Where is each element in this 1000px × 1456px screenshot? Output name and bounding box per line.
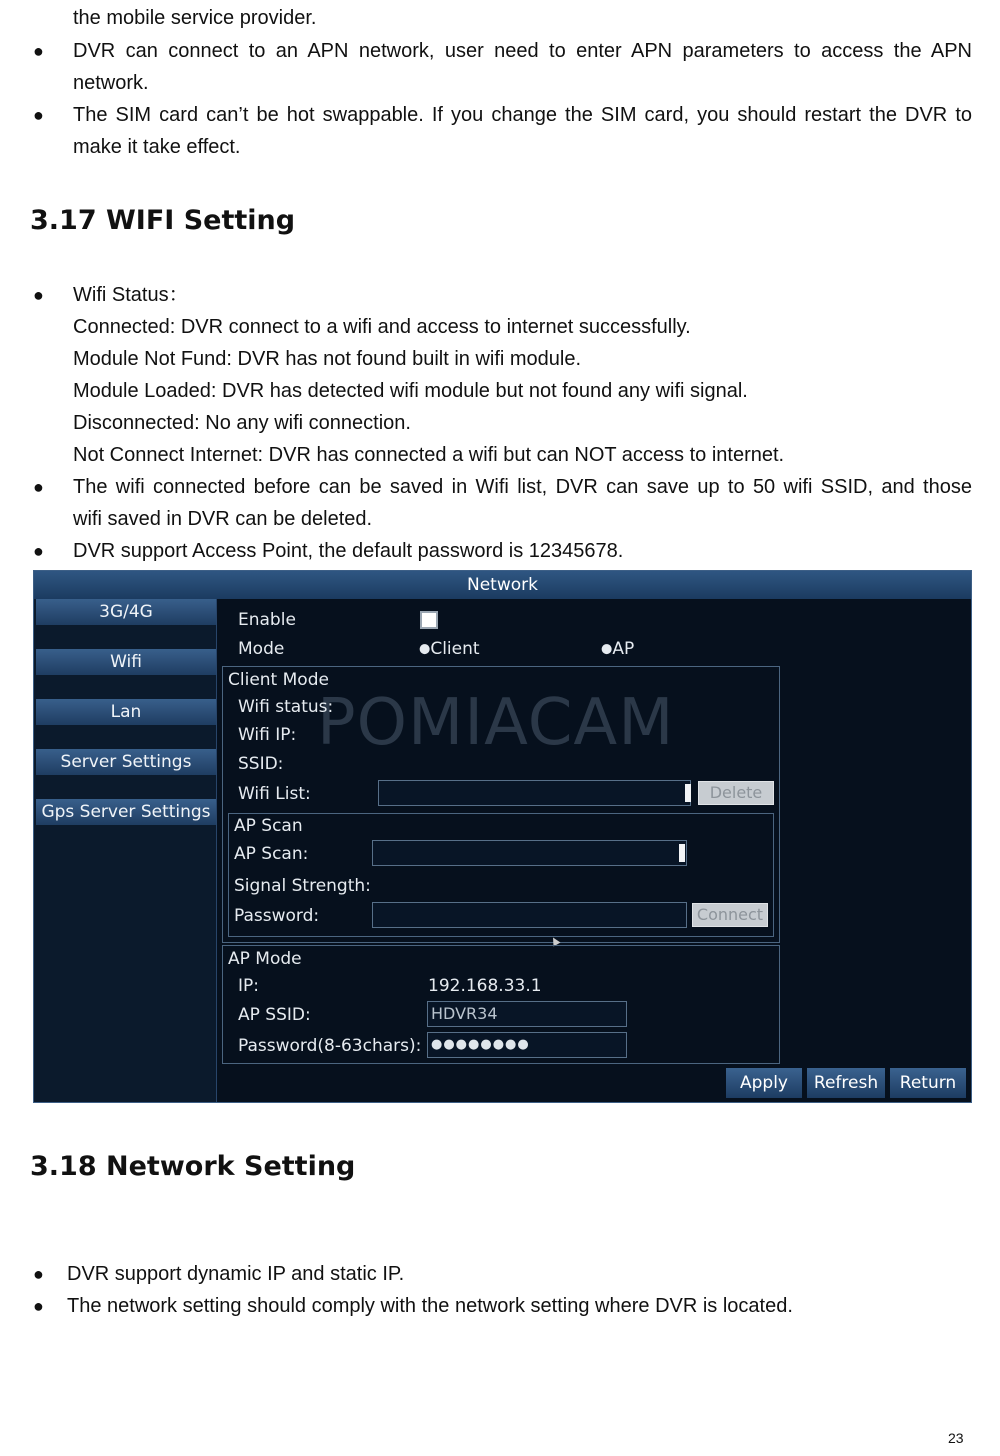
watermark: POMIACAM [317, 686, 675, 760]
ap-ssid-input[interactable]: HDVR34 [427, 1001, 627, 1027]
ap-password-label: Password(8-63chars): [238, 1036, 422, 1056]
wifi-status-line: Disconnected: No any wifi connection. [73, 412, 411, 434]
ap-scan-scrollbar[interactable] [679, 844, 685, 862]
mode-label: Mode [238, 639, 285, 659]
sidebar-item-lan[interactable]: Lan [36, 699, 216, 725]
dvr-network-screenshot [33, 570, 972, 1103]
bullet: ● [33, 1296, 44, 1316]
intro-bullet2-line1: The SIM card can’t be hot swappable. If you change the SIM card, you should restart the DVR to [73, 104, 972, 126]
wifi-list-label: Wifi List: [238, 784, 311, 804]
ap-ip-label: IP: [238, 976, 259, 996]
ap-password-input[interactable]: ●●●●●●●● [427, 1032, 627, 1058]
delete-button[interactable]: Delete [698, 781, 774, 805]
refresh-button[interactable]: Refresh [807, 1068, 885, 1098]
enable-checkbox[interactable] [420, 611, 438, 629]
wifi-bullet2-line2: wifi saved in DVR can be deleted. [73, 508, 373, 530]
client-mode-title: Client Mode [228, 670, 329, 690]
sidebar-item-gps-server-settings[interactable]: Gps Server Settings [36, 799, 216, 825]
ap-mode-title: AP Mode [228, 949, 302, 969]
wifi-status-line: Not Connect Internet: DVR has connected a wifi but can NOT access to internet. [73, 444, 785, 466]
ap-scan-label: AP Scan: [234, 844, 309, 864]
wifi-status-label: Wifi Status： [73, 284, 189, 306]
ap-ip-value: 192.168.33.1 [428, 976, 542, 996]
section-heading-wifi: 3.17 WIFI Setting [30, 205, 296, 236]
mode-client-radio[interactable]: ●Client [419, 639, 480, 659]
sidebar-item-wifi[interactable]: Wifi [36, 649, 216, 675]
wifi-status-line: Module Not Fund: DVR has not found built in wifi module. [73, 348, 582, 370]
intro-bullet1-line2: network. [73, 72, 149, 94]
wifi-list-select[interactable] [378, 780, 691, 806]
intro-bullet2-line2: make it take effect. [73, 136, 241, 158]
enable-label: Enable [238, 610, 296, 630]
bullet: ● [33, 41, 44, 61]
return-button[interactable]: Return [890, 1068, 966, 1098]
ap-ssid-label: AP SSID: [238, 1005, 311, 1025]
sidebar [34, 599, 217, 1103]
connect-button[interactable]: Connect [692, 903, 768, 927]
mode-client-label: Client [430, 639, 480, 659]
ap-scan-password-label: Password: [234, 906, 320, 926]
wifi-ip-label: Wifi IP: [238, 725, 297, 745]
bullet: ● [33, 285, 44, 305]
wifi-bullet2-line1: The wifi connected before can be saved in Wifi list, DVR can save up to 50 wifi SSID, and those [73, 476, 972, 498]
apply-button[interactable]: Apply [726, 1068, 802, 1098]
ap-scan-title: AP Scan [234, 816, 303, 836]
network-bullet2: The network setting should comply with the network setting where DVR is located. [67, 1295, 793, 1317]
bullet: ● [33, 477, 44, 497]
ssid-label: SSID: [238, 754, 284, 774]
sidebar-item-server-settings[interactable]: Server Settings [36, 749, 216, 775]
network-bullet1: DVR support dynamic IP and static IP. [67, 1263, 405, 1285]
ap-scan-select[interactable] [372, 840, 687, 866]
mode-ap-radio[interactable]: ●AP [601, 639, 635, 659]
wifi-list-scrollbar[interactable] [685, 784, 691, 802]
mode-ap-label: AP [612, 639, 635, 659]
wifi-bullet3: DVR support Access Point, the default password is 12345678. [73, 540, 624, 562]
intro-bullet1-line1: DVR can connect to an APN network, user need to enter APN parameters to access the APN [73, 40, 972, 62]
page-number: 23 [948, 1430, 964, 1446]
section-heading-network: 3.18 Network Setting [30, 1151, 356, 1182]
window-title: Network [34, 571, 971, 599]
sidebar-item-3g4g[interactable]: 3G/4G [36, 599, 216, 625]
bullet: ● [33, 105, 44, 125]
bullet: ● [33, 1264, 44, 1284]
ap-scan-password-input[interactable] [372, 902, 687, 928]
bullet: ● [33, 541, 44, 561]
intro-line: the mobile service provider. [73, 7, 317, 29]
wifi-status-field-label: Wifi status: [238, 697, 334, 717]
wifi-status-line: Module Loaded: DVR has detected wifi module but not found any wifi signal. [73, 380, 748, 402]
signal-strength-label: Signal Strength: [234, 876, 371, 896]
wifi-status-line: Connected: DVR connect to a wifi and access to internet successfully. [73, 316, 691, 338]
